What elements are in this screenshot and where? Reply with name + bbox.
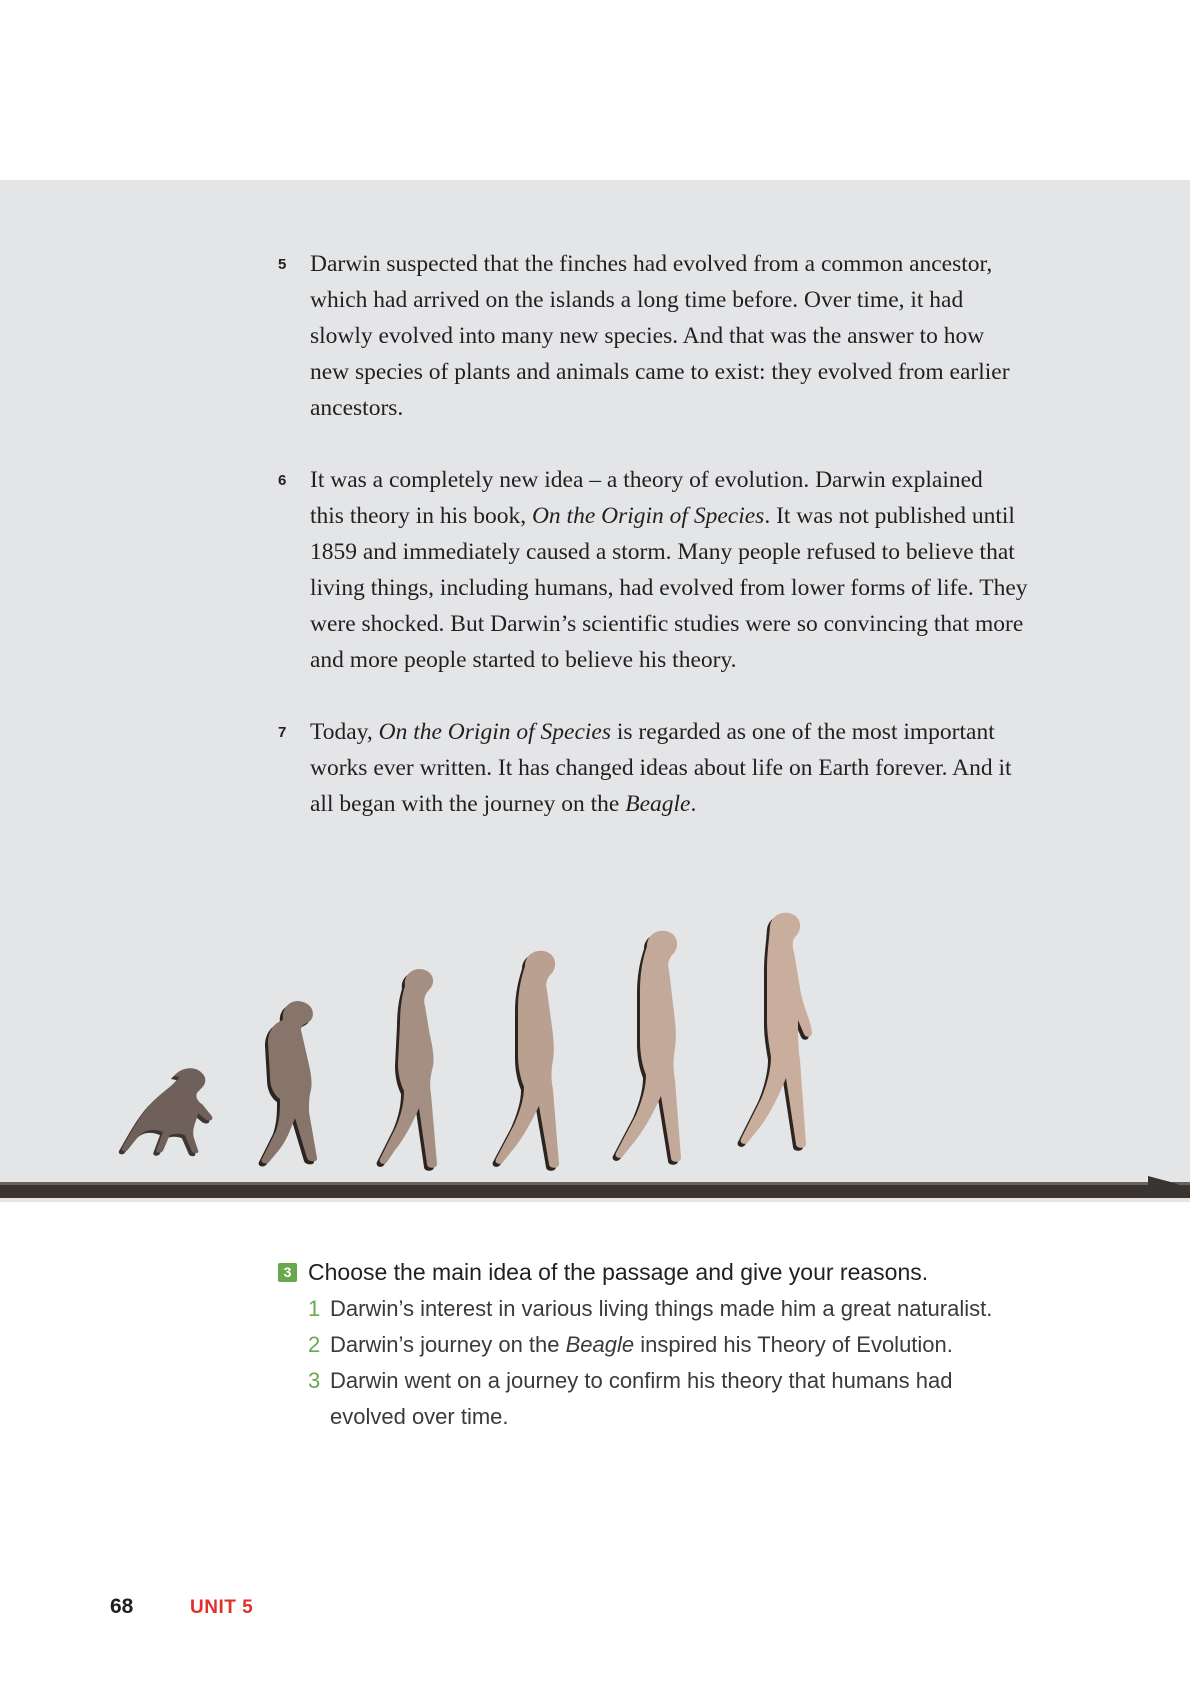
option-number: 3 xyxy=(308,1368,321,1393)
paragraph-number: 5 xyxy=(278,256,287,273)
paragraph-line: Today, On the Origin of Species is regarded as one of the most important xyxy=(310,719,995,745)
paragraph-line: and more people started to believe his theory. xyxy=(310,647,737,673)
paragraph-6 xyxy=(278,462,1078,678)
option-number: 1 xyxy=(308,1296,321,1321)
ground-line xyxy=(0,1176,1190,1198)
unit-label: UNIT 5 xyxy=(190,1597,254,1618)
paragraph-number: 6 xyxy=(278,472,287,489)
option-text: Darwin’s interest in various living things made him a great naturalist. xyxy=(330,1296,993,1321)
option-text: evolved over time. xyxy=(330,1404,509,1429)
paragraph-line: new species of plants and animals came to exist: they evolved from earlier xyxy=(310,359,1010,385)
figure-4 xyxy=(493,951,559,1171)
paragraph-line: which had arrived on the islands a long time before. Over time, it had xyxy=(310,287,964,313)
figure-6 xyxy=(738,913,812,1151)
book-title: On the Origin of Species xyxy=(378,719,611,745)
book-title: On the Origin of Species xyxy=(531,503,765,529)
option-number: 2 xyxy=(308,1332,321,1357)
paragraph-line: slowly evolved into many new species. And that was the answer to how xyxy=(310,323,985,349)
option-2[interactable] xyxy=(308,1327,1068,1363)
figure-1 xyxy=(119,1068,213,1156)
figure-5 xyxy=(613,931,681,1165)
figure-3 xyxy=(377,969,437,1171)
paragraph-line: all began with the journey on the Beagle. xyxy=(310,791,697,817)
paragraph-number: 7 xyxy=(278,724,287,741)
paragraph-line: It was a completely new idea – a theory of evolution. Darwin explained xyxy=(310,467,983,493)
page-number: 68 xyxy=(110,1595,134,1618)
evolution-of-man-icon xyxy=(0,900,1190,1200)
exercise-title: Choose the main idea of the passage and give your reasons. xyxy=(308,1259,929,1285)
option-text: Darwin went on a journey to confirm his theory that humans had xyxy=(330,1368,953,1393)
paragraph-7 xyxy=(278,714,1078,822)
option-1[interactable] xyxy=(308,1291,1068,1327)
option-text: Darwin’s journey on the Beagle inspired his Theory of Evolution. xyxy=(330,1332,953,1357)
paragraph-line: this theory in his book, On the Origin of Species. It was not published until xyxy=(310,503,1015,529)
option-3[interactable] xyxy=(308,1363,1068,1435)
figure-2 xyxy=(259,1001,317,1166)
paragraph-line: were shocked. But Darwin’s scientific studies were so convincing that more xyxy=(310,611,1024,637)
paragraph-line: ancestors. xyxy=(310,395,404,421)
exercise-number-badge: 3 xyxy=(278,1263,297,1282)
paragraph-line: 1859 and immediately caused a storm. Many people refused to believe that xyxy=(310,539,1015,565)
paragraph-5 xyxy=(278,246,1078,426)
ship-name: Beagle xyxy=(625,791,691,817)
exercise-options xyxy=(308,1291,1068,1435)
paragraph-line: works ever written. It has changed ideas about life on Earth forever. And it xyxy=(310,755,1012,781)
ship-name: Beagle xyxy=(565,1332,635,1357)
paragraph-line: living things, including humans, had evolved from lower forms of life. They xyxy=(310,575,1028,601)
paragraph-line: Darwin suspected that the finches had evolved from a common ancestor, xyxy=(310,251,993,277)
